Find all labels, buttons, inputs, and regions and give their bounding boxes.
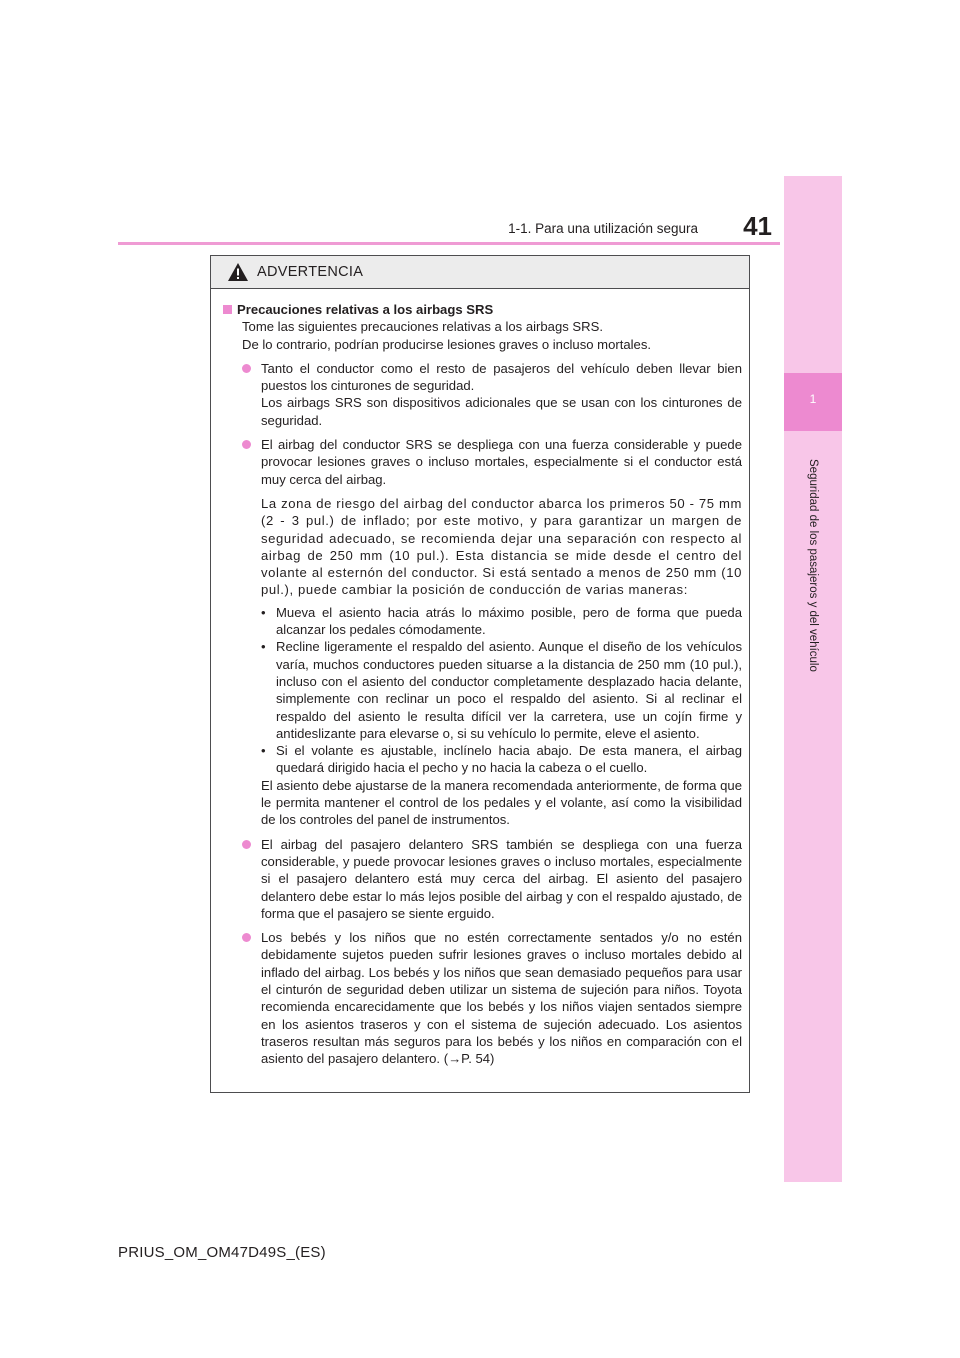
bullet-2-para-2: La zona de riesgo del airbag del conductor abarca los primeros 50 - 75 mm (2 - 3 pul.) de inflado; por este motivo, y para garantizar un margen de seguridad adecuado, se recomienda dejar una separación con respecto al airbag de 250 mm (10 pul.). Esta distancia se mide desde el centro del volante al esternón del conductor. Si está sentado a menos de 250 mm (10 pul.), puede cambiar la posición de conducción de varias maneras:: [261, 495, 742, 598]
circle-bullet-icon: [242, 364, 251, 373]
page-number: 41: [743, 211, 772, 241]
document-code: PRIUS_OM_OM47D49S_(ES): [118, 1244, 326, 1261]
sub-item-3: Si el volante es ajustable, inclínelo hacia abajo. De esta manera, el airbag quedará dirigido hacia el pecho y no hacia la cabeza o el cuello.: [276, 743, 742, 776]
bullet-2-closing: El asiento debe ajustarse de la manera recomendada anteriormente, de forma que le permita mantener el control de los pedales y el volante, así como la visibilidad de los controles del panel de instrumentos.: [261, 777, 742, 828]
square-bullet-icon: [223, 305, 232, 314]
chapter-title-text: Seguridad de los pasajeros y del vehículo: [807, 458, 819, 672]
list-item: [242, 436, 742, 829]
dot-marker: •: [261, 639, 266, 655]
dot-marker: •: [261, 743, 266, 759]
sub-list-item: [261, 638, 742, 742]
bullet-2-para-1: El airbag del conductor SRS se despliega con una fuerza considerable y puede provocar lesiones graves o incluso mortales, especialmente si el conductor está muy cerca del airbag.: [261, 437, 742, 487]
warning-triangle-icon: [227, 262, 249, 282]
intro-line-2: De lo contrario, podrían producirse lesiones graves o incluso mortales.: [242, 336, 652, 352]
circle-bullet-icon: [242, 933, 251, 942]
header-rule: [118, 242, 780, 245]
bullet-4-para-1: Los bebés y los niños que no estén correctamente sentados y/o no estén debidamente sujetos pueden sufrir lesiones graves o incluso mortales debido al inflado del airbag. Los bebés y los niños que sean demasiado pequeños para usar el cinturón de seguridad deben utilizar un sistema de sujeción para niños. Toyota recomienda encarecidamente que los bebés y los niños viajen sentados siempre en los asientos traseros y con el sistema de sujeción adecuado. Los asientos traseros resultan más seguros para los bebés y los niños en comparación con el asiento del pasajero delantero. (→P. 54): [261, 930, 742, 1067]
list-item: [242, 836, 742, 922]
warning-body: [211, 289, 749, 1067]
intro-line-1: Tome las siguientes precauciones relativas a los airbags SRS.: [242, 319, 603, 335]
warning-box: [210, 255, 750, 1093]
sub-list-item: [261, 604, 742, 639]
warning-heading-text: Precauciones relativas a los airbags SRS: [237, 302, 494, 317]
circle-bullet-icon: [242, 840, 251, 849]
bullet-1-para-2: Los airbags SRS son dispositivos adicionales que se usan con los cinturones de seguridad.: [261, 395, 742, 428]
sub-item-2: Recline ligeramente el respaldo del asiento. Aunque el diseño de los vehículos varía, muchos conductores pueden situarse a la distancia de 250 mm (10 pul.), incluso con el asiento del conductor completamente desplazado hacia delante, simplemente con reclinar un poco el respaldo del asiento. Si al reclinar el respaldo del asiento le resulta difícil ver la carretera, use un cojín firme y antideslizante para elevarse o, si su vehículo lo permite, eleve el asiento.: [276, 639, 742, 741]
circle-bullet-icon: [242, 440, 251, 449]
bullet-1-para-1: Tanto el conductor como el resto de pasajeros del vehículo deben llevar bien puestos los cinturones de seguridad.: [261, 360, 742, 394]
warning-header: [211, 256, 749, 289]
list-item: [242, 929, 742, 1067]
warning-intro: [223, 318, 742, 1067]
section-title: 1-1. Para una utilización segura: [508, 221, 698, 236]
list-item: [242, 360, 742, 429]
sub-item-1: Mueva el asiento hacia atrás lo máximo posible, pero de forma que pueda alcanzar los pedales cómodamente.: [276, 604, 742, 638]
chapter-tab-number: 1: [809, 392, 817, 406]
sub-list-item: [261, 742, 742, 777]
sub-list: [261, 604, 742, 777]
warning-title: ADVERTENCIA: [257, 264, 364, 280]
chapter-title-vertical: [780, 440, 846, 690]
bullet-3-para-1: El airbag del pasajero delantero SRS también se despliega con una fuerza considerable, y puede provocar lesiones graves o incluso mortales, especialmente si el pasajero delantero está muy cerca del airbag. El asiento del pasajero delantero debe estar lo más lejos posible del airbag y con el respaldo ajustado, de forma que el pasajero se siente erguido.: [261, 836, 742, 921]
dot-marker: •: [261, 604, 266, 620]
warning-heading: [223, 301, 742, 318]
